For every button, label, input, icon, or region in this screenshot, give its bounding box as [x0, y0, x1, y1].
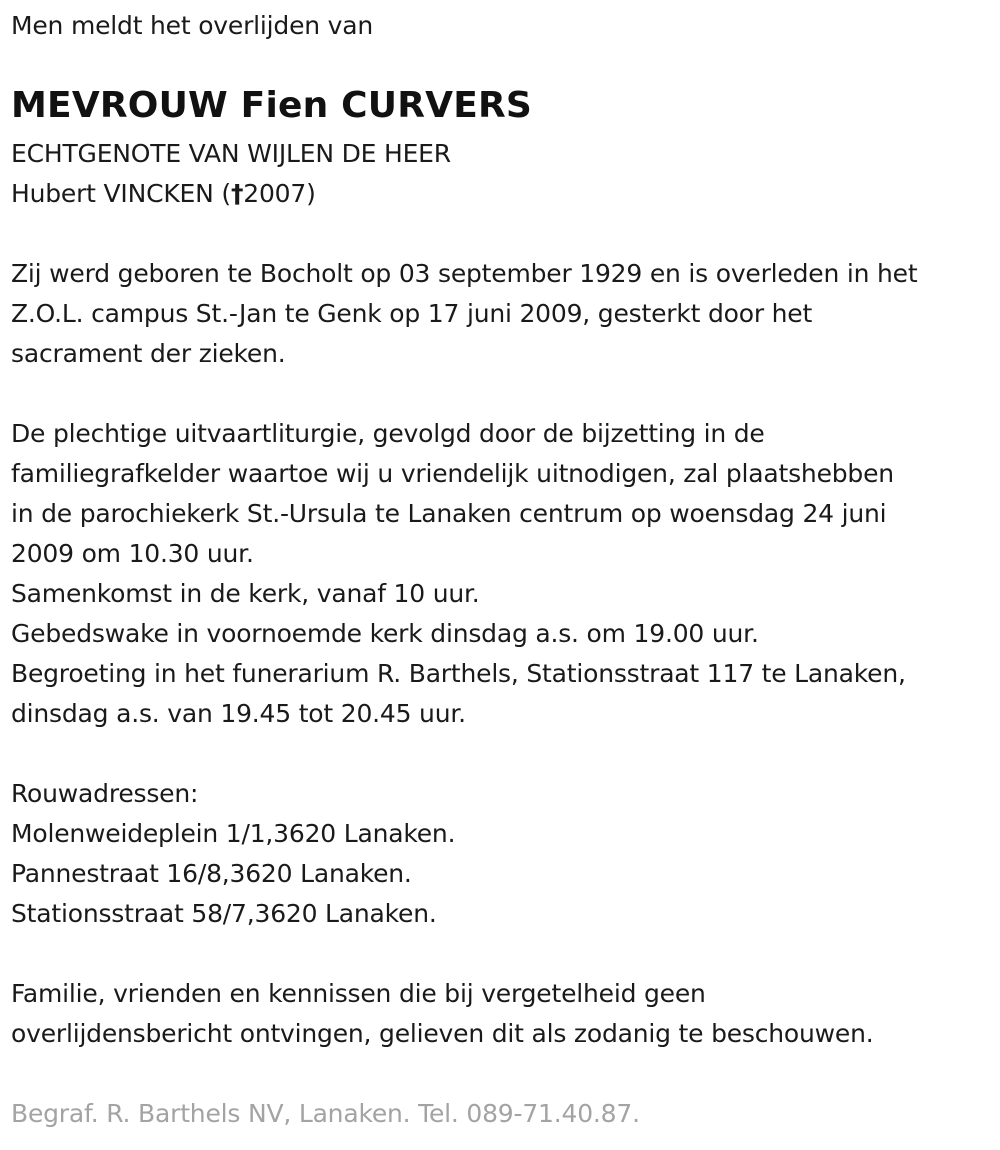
paragraph-line: sacrament der zieken. — [11, 339, 286, 368]
paragraph-line: Begroeting in het funerarium R. Barthels, Stationsstraat 117 te Lanaken, — [11, 659, 906, 688]
address-item: Stationsstraat 58/7,3620 Lanaken. — [11, 899, 437, 928]
paragraph-line: familiegrafkelder waartoe wij u vriendelijk uitnodigen, zal plaatshebben — [11, 459, 894, 488]
funeral-home-footer: Begraf. R. Barthels NV, Lanaken. Tel. 089-71.40.87. — [11, 1099, 640, 1128]
birth-death-paragraph — [11, 254, 917, 374]
paragraph-line: Gebedswake in voornoemde kerk dinsdag a.s. om 19.00 uur. — [11, 619, 759, 648]
spouse-line-1: ECHTGENOTE VAN WIJLEN DE HEER — [11, 139, 451, 168]
cross-icon: † — [230, 179, 244, 208]
family-paragraph — [11, 974, 874, 1054]
paragraph-line: in de parochiekerk St.-Ursula te Lanaken centrum op woensdag 24 juni — [11, 499, 887, 528]
spouse-death-year: 2007) — [243, 179, 316, 208]
paragraph-line: dinsdag a.s. van 19.45 tot 20.45 uur. — [11, 699, 466, 728]
addresses-heading: Rouwadressen: — [11, 779, 199, 808]
paragraph-line: overlijdensbericht ontvingen, gelieven dit als zodanig te beschouwen. — [11, 1019, 874, 1048]
address-item: Molenweideplein 1/1,3620 Lanaken. — [11, 819, 456, 848]
spouse-name: Hubert VINCKEN ( — [11, 179, 231, 208]
address-item: Pannestraat 16/8,3620 Lanaken. — [11, 859, 412, 888]
deceased-name: MEVROUW Fien CURVERS — [11, 85, 533, 126]
intro-text: Men meldt het overlijden van — [11, 11, 374, 40]
paragraph-line: Z.O.L. campus St.-Jan te Genk op 17 juni 2009, gesterkt door het — [11, 299, 813, 328]
funeral-paragraph — [11, 414, 906, 734]
spouse-info — [11, 134, 451, 214]
paragraph-line: 2009 om 10.30 uur. — [11, 539, 254, 568]
mourning-addresses — [11, 774, 455, 934]
paragraph-line: Familie, vrienden en kennissen die bij vergetelheid geen — [11, 979, 706, 1008]
paragraph-line: Zij werd geboren te Bocholt op 03 september 1929 en is overleden in het — [11, 259, 918, 288]
spouse-line-2 — [11, 174, 451, 214]
paragraph-line: Samenkomst in de kerk, vanaf 10 uur. — [11, 579, 480, 608]
paragraph-line: De plechtige uitvaartliturgie, gevolgd door de bijzetting in de — [11, 419, 765, 448]
